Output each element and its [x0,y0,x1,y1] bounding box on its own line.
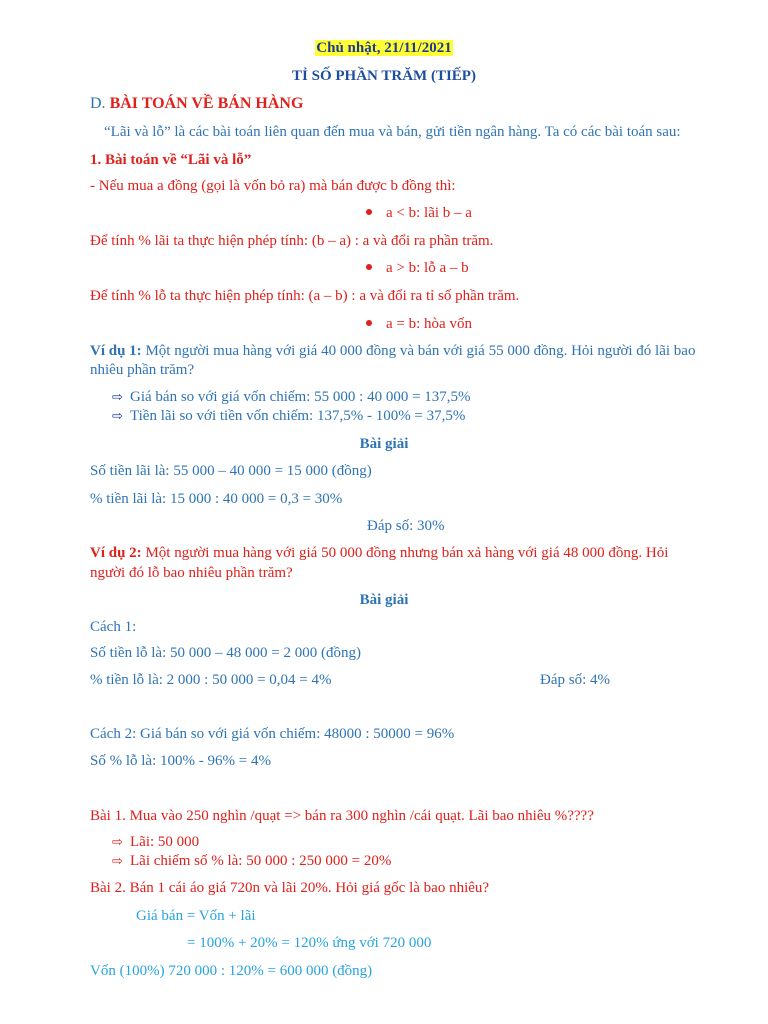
method1-step-1: Số tiền lỗ là: 50 000 – 48 000 = 2 000 (đồng) [90,645,361,661]
arrow-right-outline-icon: ⇨ [112,390,123,405]
example2-label: Ví dụ 2: [90,545,142,561]
section-heading [90,94,303,114]
bullet-dot-icon [366,264,372,270]
case-lo-text: a > b: lỗ a – b [386,260,469,276]
date-highlight: Chủ nhật, 21/11/2021 [316,40,452,56]
example2-text: Một người mua hàng với giá 50 000 đồng nhưng bán xả hàng với giá 48 000 đồng. Hỏi [141,545,669,561]
case-lai-text: a < b: lãi b – a [386,205,472,221]
arrow-right-outline-icon: ⇨ [112,854,123,869]
exercise2-line-1: Giá bán = Vốn + lãi [136,908,256,924]
hint-text: Lãi chiếm số % là: 50 000 : 250 000 = 20% [130,853,392,869]
exercise2-line-3: Vốn (100%) 720 000 : 120% = 600 000 (đồng) [90,963,373,979]
exercise2-line-2: = 100% + 20% = 120% ứng với 720 000 [187,935,432,951]
case-hoa-text: a = b: hòa vốn [386,316,472,332]
case-lai [366,203,472,223]
example1-text-cont: nhiêu phần trăm? [90,362,195,378]
example1-problem [90,341,695,361]
hint-text: Lãi: 50 000 [130,834,200,850]
example1-hint-1 [112,387,471,408]
example2-problem [90,543,668,563]
section-prefix: D. [90,95,106,112]
case-hoa [366,314,472,334]
part1-heading: 1. Bài toán về “Lãi và lỗ” [90,152,252,168]
method1-answer: Đáp số: 4% [540,672,610,688]
arrow-right-outline-icon: ⇨ [112,409,123,424]
bullet-dot-icon [366,209,372,215]
date-line [0,38,768,58]
section-title: BÀI TOÁN VỀ BÁN HÀNG [109,95,304,112]
example1-hint-2 [112,406,465,427]
example1-answer: Đáp số: 30% [367,518,445,534]
case-lo [366,258,469,278]
example2-solution-title: Bài giải [359,592,409,608]
exercise1-hint-1 [112,832,199,853]
exercise1-hint-2 [112,851,391,872]
method2-text: Cách 2: Giá bán so với giá vốn chiếm: 48000 : 50000 = 96% [90,726,455,742]
example1-step-1: Số tiền lãi là: 55 000 – 40 000 = 15 000 (đồng) [90,463,372,479]
case-lai-note: Để tính % lãi ta thực hiện phép tính: (b – a) : a và đổi ra phần trăm. [90,233,494,249]
example1-label: Ví dụ 1: [90,343,142,359]
method1-label: Cách 1: [90,619,137,635]
example1-text: Một người mua hàng với giá 40 000 đồng và bán với giá 55 000 đồng. Hỏi người đó lãi bao [141,343,696,359]
example1-solution-title: Bài giải [359,436,409,452]
page-title: TỈ SỐ PHẦN TRĂM (TIẾP) [292,68,476,84]
bullet-dot-icon [366,320,372,326]
method1-step-2: % tiền lỗ là: 2 000 : 50 000 = 0,04 = 4% [90,672,332,688]
arrow-right-outline-icon: ⇨ [112,835,123,850]
hint-text: Tiền lãi so với tiền vốn chiếm: 137,5% - 100% = 37,5% [130,408,466,424]
example2-text-cont: người đó lỗ bao nhiêu phần trăm? [90,565,293,581]
hint-text: Giá bán so với giá vốn chiếm: 55 000 : 40 000 = 137,5% [130,389,471,405]
example1-step-2: % tiền lãi là: 15 000 : 40 000 = 0,3 = 30% [90,491,343,507]
exercise2-problem: Bài 2. Bán 1 cái áo giá 720n và lãi 20%. Hỏi giá gốc là bao nhiêu? [90,880,490,896]
section-intro: “Lãi và lỗ” là các bài toán liên quan đến mua và bán, gửi tiền ngân hàng. Ta có các bài toán sau: [104,124,681,140]
part1-rule: - Nếu mua a đồng (gọi là vốn bỏ ra) mà bán được b đồng thì: [90,178,456,194]
method2-step: Số % lỗ là: 100% - 96% = 4% [90,753,271,769]
exercise1-problem: Bài 1. Mua vào 250 nghìn /quạt => bán ra 300 nghìn /cái quạt. Lãi bao nhiêu %???? [90,808,594,824]
case-lo-note: Để tính % lỗ ta thực hiện phép tính: (a – b) : a và đổi ra tỉ số phần trăm. [90,288,520,304]
